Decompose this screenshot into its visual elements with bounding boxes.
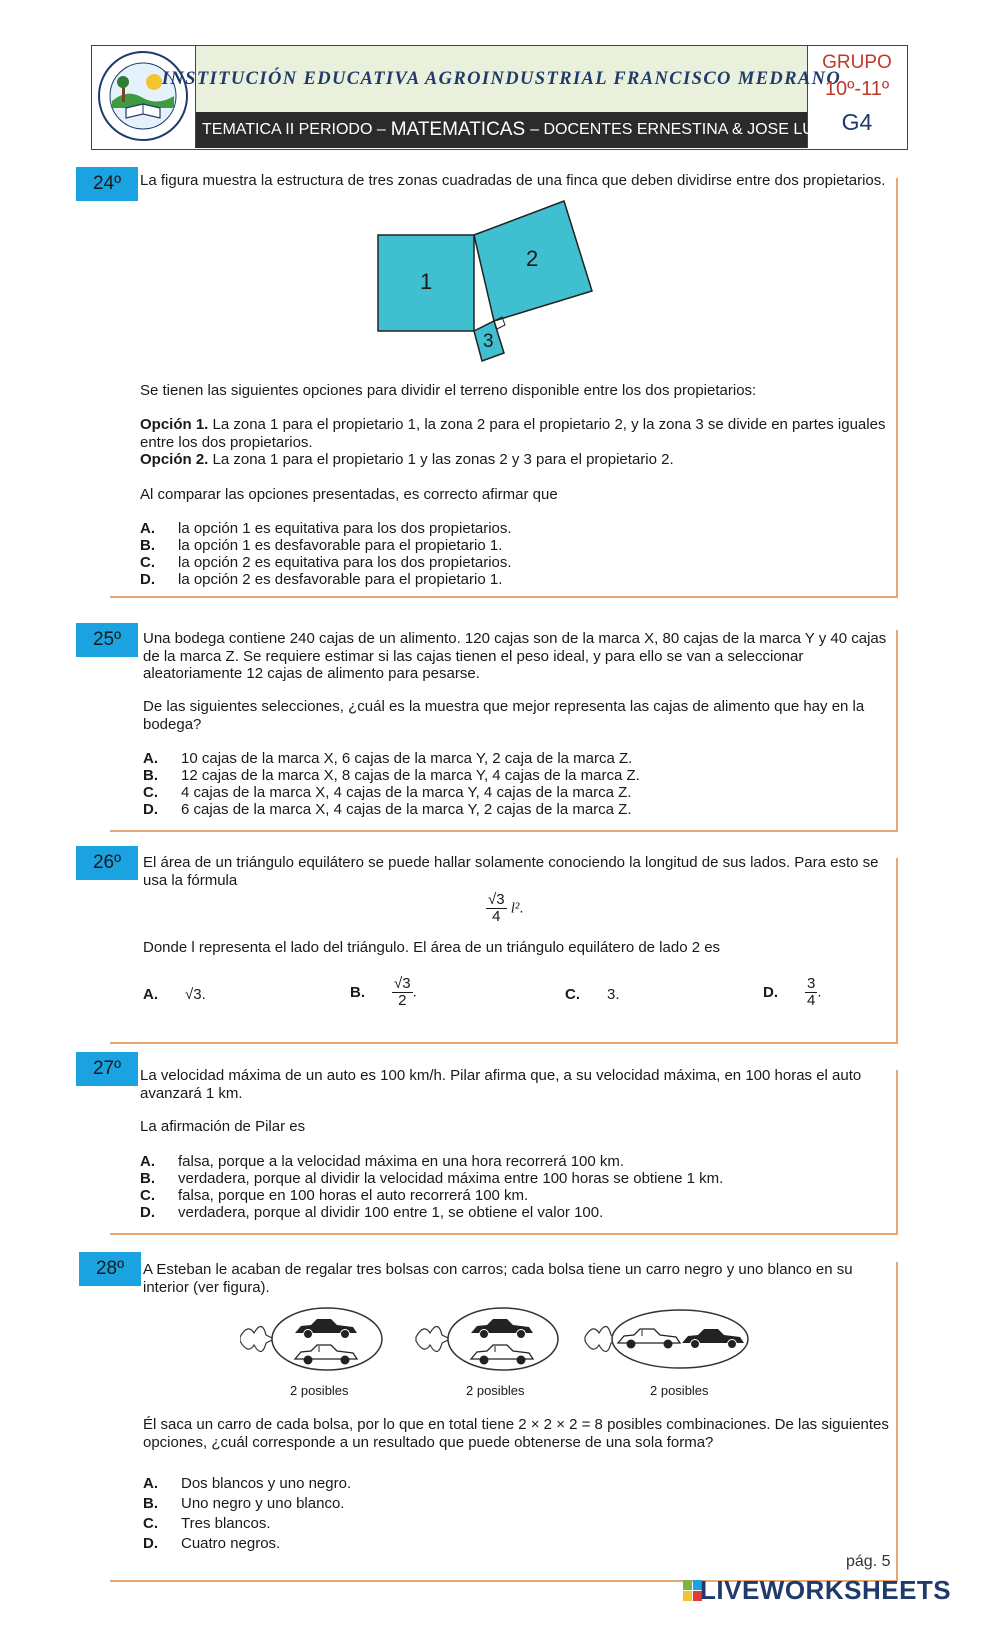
option-letter: C.: [143, 784, 158, 801]
question-27-option-b[interactable]: [140, 1170, 723, 1188]
school-seal-icon: [92, 46, 194, 146]
option-text: Dos blancos y uno negro.: [181, 1475, 352, 1492]
question-25-question: De las siguientes selecciones, ¿cuál es la muestra que mejor representa las cajas de alimento que hay en la bodega?: [143, 698, 865, 733]
square-2-label: 2: [526, 246, 539, 271]
option-letter: C.: [140, 1187, 155, 1204]
option-text: Uno negro y uno blanco.: [181, 1495, 345, 1512]
option-text: 3.: [607, 986, 620, 1003]
option-end: .: [412, 983, 417, 1001]
question-28-option-c[interactable]: [143, 1515, 270, 1533]
bag-1-caption: 2 posibles: [290, 1383, 349, 1398]
formula-end: .: [519, 899, 524, 917]
opcion-1-label: Opción 1.: [140, 416, 209, 433]
option-text: Tres blancos.: [181, 1515, 271, 1532]
option-letter: B.: [143, 1495, 158, 1512]
question-27-option-c[interactable]: [140, 1187, 528, 1205]
option-text: falsa, porque a la velocidad máxima en una hora recorrerá 100 km.: [178, 1153, 625, 1170]
question-27-prompt: La velocidad máxima de un auto es 100 km/h. Pilar afirma que, a su velocidad máxima, en 100 horas el auto avanzará 1 km.: [140, 1067, 862, 1102]
question-28-option-a[interactable]: [143, 1475, 351, 1493]
square-3-label: 3: [483, 331, 494, 352]
formula-denominator: 4: [492, 908, 501, 925]
subject-main: MATEMATICAS: [390, 119, 526, 140]
option-letter: B.: [140, 537, 155, 554]
option-letter: C.: [143, 1515, 158, 1532]
option-letter: A.: [143, 750, 158, 767]
question-25-prompt: Una bodega contiene 240 cajas de un alimento. 120 cajas son de la marca X, 80 cajas de la marca Y y 40 cajas de la marca Z. Se requiere estimar si las cajas tienen el peso ideal, y para ello se van a seleccionar aleatoriamente 12 cajas de alimento para pesarse.: [143, 630, 887, 682]
school-logo: [92, 46, 196, 148]
option-text: 10 cajas de la marca X, 6 cajas de la marca Y, 2 caja de la marca Z.: [181, 750, 633, 767]
subject-banner: [196, 112, 834, 148]
option-text: la opción 2 es equitativa para los dos propietarios.: [178, 554, 512, 571]
option-text: Cuatro negros.: [181, 1535, 281, 1552]
question-28-option-d[interactable]: [143, 1535, 280, 1553]
option-letter: D.: [140, 1204, 155, 1221]
option-text: 4 cajas de la marca X, 4 cajas de la marca Y, 4 cajas de la marca Z.: [181, 784, 632, 801]
formula-fraction: [486, 892, 507, 925]
option-text: la opción 1 es desfavorable para el propietario 1.: [178, 537, 503, 554]
question-26-question: Donde l representa el lado del triángulo. El área de un triángulo equilátero de lado 2 es: [143, 939, 721, 956]
question-26-prompt: El área de un triángulo equilátero se puede hallar solamente conociendo la longitud de sus lados. Para esto se usa la fórmula: [143, 854, 879, 889]
opcion-1-text: La zona 1 para el propietario 1, la zona 2 para el propietario 2, y la zona 3 se divide en partes iguales entre los dos propietarios.: [140, 416, 886, 451]
option-text: falsa, porque en 100 horas el auto recorrerá 100 km.: [178, 1187, 529, 1204]
question-25-option-c[interactable]: [143, 784, 632, 802]
question-24-option-b[interactable]: [140, 537, 502, 555]
page-number: pág. 5: [846, 1553, 891, 1570]
option-text: la opción 1 es equitativa para los dos propietarios.: [178, 520, 512, 537]
formula-variable: l²: [510, 900, 520, 917]
option-denominator: 4: [807, 992, 816, 1009]
bag-2-caption: 2 posibles: [466, 1383, 525, 1398]
question-26-option-b[interactable]: [350, 976, 417, 1009]
option-letter: A.: [143, 986, 158, 1003]
option-text: 6 cajas de la marca X, 4 cajas de la marca Y, 2 cajas de la marca Z.: [181, 801, 632, 818]
square-1-label: 1: [420, 269, 433, 294]
question-24-opcion-1: [140, 416, 900, 451]
question-24-option-d[interactable]: [140, 571, 502, 589]
question-24-question: Al comparar las opciones presentadas, es correcto afirmar que: [140, 486, 558, 503]
question-24-intro: Se tienen las siguientes opciones para dividir el terreno disponible entre los dos propietarios:: [140, 382, 757, 399]
group-code: G4: [841, 109, 873, 135]
question-25-option-b[interactable]: [143, 767, 640, 785]
option-fraction: [805, 976, 817, 1009]
option-text: 12 cajas de la marca X, 8 cajas de la marca Y, 4 cajas de la marca Z.: [181, 767, 640, 784]
option-fraction: [392, 976, 413, 1009]
question-26-option-a[interactable]: [143, 986, 206, 1004]
question-24-prompt: La figura muestra la estructura de tres zonas cuadradas de una finca que deben dividirse entre dos propietarios.: [140, 172, 886, 189]
option-letter: C.: [140, 554, 155, 571]
liveworksheets-logo[interactable]: LIVEWORKSHEETS: [700, 1575, 952, 1605]
grade-label: 10º-11º: [824, 78, 890, 100]
question-27-option-a[interactable]: [140, 1153, 624, 1171]
question-28-badge: 28º: [79, 1252, 141, 1286]
option-denominator: 2: [398, 992, 407, 1009]
option-letter: B.: [140, 1170, 155, 1187]
option-letter: D.: [143, 1535, 158, 1552]
question-24-option-c[interactable]: [140, 554, 512, 572]
formula-numerator: √3: [488, 891, 505, 908]
option-letter: A.: [140, 1153, 155, 1170]
question-24-opcion-2: [140, 451, 900, 469]
option-text: la opción 2 es desfavorable para el propietario 1.: [178, 571, 503, 588]
question-28-text: Él saca un carro de cada bolsa, por lo que en total tiene 2 × 2 × 2 = 8 posibles combinaciones. De las siguientes opciones, ¿cuál corresponde a un resultado que puede obtenerse de una sola forma?: [143, 1416, 889, 1451]
question-24-badge: 24º: [76, 167, 138, 201]
bag-2: [416, 1308, 558, 1370]
institution-banner: [161, 46, 842, 112]
option-letter: D.: [763, 983, 778, 1001]
subject-suffix: – DOCENTES ERNESTINA & JOSE LUIS.: [530, 121, 834, 138]
option-text: √3.: [185, 986, 206, 1003]
institution-name: INSTITUCIÓN EDUCATIVA AGROINDUSTRIAL FRANCISCO MEDRANO: [161, 68, 842, 89]
question-28-option-b[interactable]: [143, 1495, 344, 1513]
question-27-badge: 27º: [76, 1052, 138, 1086]
bag-3-caption: 2 posibles: [650, 1383, 709, 1398]
question-27-option-d[interactable]: [140, 1204, 603, 1222]
option-text: verdadera, porque al dividir 100 entre 1, se obtiene el valor 100.: [178, 1204, 604, 1221]
group-label: GRUPO: [822, 52, 892, 73]
option-end: .: [817, 983, 822, 1001]
area-formula: [486, 892, 524, 925]
opcion-2-label: Opción 2.: [140, 451, 209, 468]
option-text: verdadera, porque al dividir la velocidad máxima entre 100 horas se obtiene 1 km.: [178, 1170, 724, 1187]
question-26-option-d[interactable]: [763, 976, 822, 1009]
question-25-badge: 25º: [76, 623, 138, 657]
question-25-option-a[interactable]: [143, 750, 632, 768]
subject-prefix: TEMATICA II PERIODO –: [202, 121, 386, 138]
zones-figure: [370, 195, 600, 365]
option-letter: A.: [140, 520, 155, 537]
bag-1: [240, 1308, 382, 1370]
question-28-prompt: A Esteban le acaban de regalar tres bolsas con carros; cada bolsa tiene un carro negro y uno blanco en su interior (ver figura).: [143, 1261, 853, 1296]
option-numerator: 3: [807, 975, 816, 992]
option-letter: D.: [140, 571, 155, 588]
option-letter: A.: [143, 1475, 158, 1492]
worksheet-header: [91, 45, 908, 150]
question-24-option-a[interactable]: [140, 520, 512, 538]
option-letter: B.: [350, 983, 365, 1001]
bag-3: [585, 1310, 748, 1368]
question-25-option-d[interactable]: [143, 801, 632, 819]
question-26-option-c[interactable]: [565, 986, 620, 1004]
question-27-question: La afirmación de Pilar es: [140, 1118, 306, 1135]
option-letter: D.: [143, 801, 158, 818]
opcion-2-text: La zona 1 para el propietario 1 y las zonas 2 y 3 para el propietario 2.: [212, 451, 674, 468]
group-panel: [808, 46, 906, 148]
option-letter: B.: [143, 767, 158, 784]
question-26-badge: 26º: [76, 846, 138, 880]
car-bags-figure: [240, 1305, 780, 1400]
option-letter: C.: [565, 986, 580, 1003]
option-numerator: √3: [394, 975, 411, 992]
